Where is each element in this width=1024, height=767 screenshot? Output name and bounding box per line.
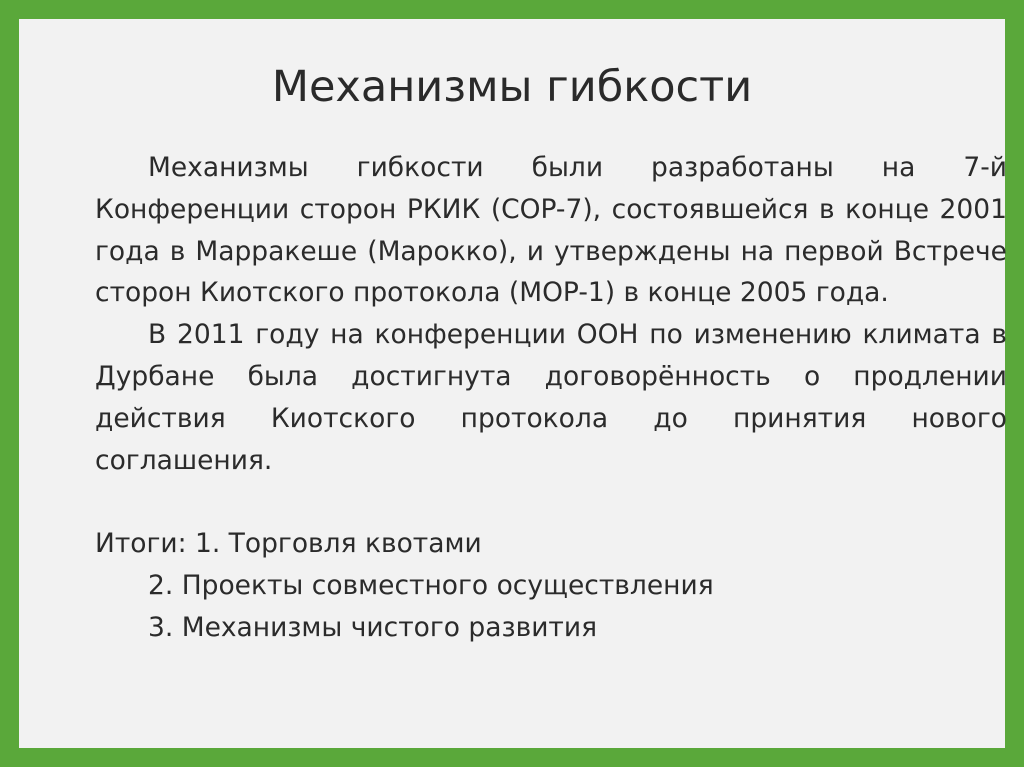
slide-body bbox=[95, 147, 1007, 649]
paragraph-mechanisms-origin: Механизмы гибкости были разработаны на 7-й Конференции сторон РКИК (COP-7), состоявшейся в конце 2001 года в Марракеше (Марокко), и утверждены на первой Встрече сторон Киотского протокола (MOP-1) в конце 2005 года. bbox=[95, 152, 1007, 309]
results-heading: Итоги: 1. Торговля квотами bbox=[95, 528, 482, 560]
results-item-2: 2. Проекты совместного осуществления bbox=[148, 569, 714, 601]
slide-title: Механизмы гибкости bbox=[271, 62, 753, 112]
paragraph-durban-agreement: В 2011 году на конференции ООН по изменению климата в Дурбане была достигнута договорённость о продлении действия Киотского протокола до принятия нового соглашения. bbox=[95, 319, 1007, 476]
spacer bbox=[95, 481, 1007, 523]
results-item-3: 3. Механизмы чистого развития bbox=[148, 611, 598, 643]
